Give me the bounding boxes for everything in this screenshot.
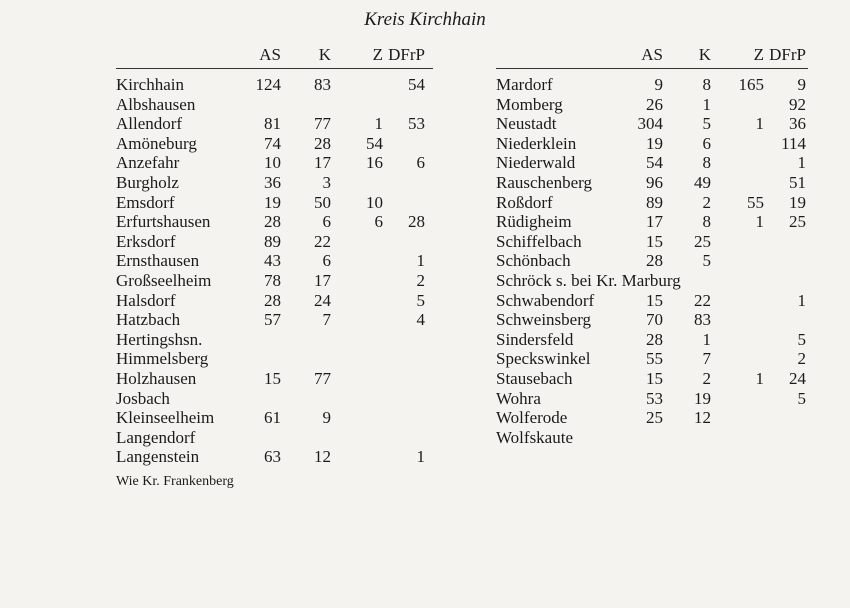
value-dfrp: 9 <box>797 75 806 94</box>
value-dfrp: 54 <box>408 75 425 94</box>
table-row <box>496 251 808 271</box>
value-k: 12 <box>694 408 711 428</box>
value-z: 55 <box>747 192 764 212</box>
value-dfrp: 51 <box>789 172 806 192</box>
value-as: 54 <box>646 153 663 173</box>
place-name: Hatzbach <box>116 310 181 330</box>
value-as: 9 <box>654 75 663 94</box>
value-dfrp: 1 <box>416 251 425 271</box>
place-name: Kirchhain <box>116 75 184 94</box>
table-row <box>496 389 808 409</box>
value-as: 304 <box>637 114 663 134</box>
value-dfrp: 19 <box>789 192 806 212</box>
place-name: Schwabendorf <box>496 290 595 310</box>
value-k: 12 <box>314 447 331 467</box>
value-dfrp: 53 <box>408 114 425 134</box>
place-name: Josbach <box>116 388 170 408</box>
value-k: 22 <box>694 290 711 310</box>
place-name: Allendorf <box>116 114 183 134</box>
value-dfrp: 2 <box>416 270 425 290</box>
table-row <box>116 95 433 115</box>
place-name: Stausebach <box>496 368 573 388</box>
place-name: Großseelheim <box>116 270 212 290</box>
value-z: 1 <box>374 114 383 134</box>
value-z: 165 <box>738 75 764 94</box>
place-name: Schiffelbach <box>496 231 582 251</box>
place-name: Kleinseelheim <box>116 408 215 428</box>
table-row <box>496 173 808 193</box>
value-dfrp: 25 <box>789 212 806 232</box>
value-z: 6 <box>374 212 383 232</box>
value-dfrp: 24 <box>789 368 806 388</box>
place-name: Halsdorf <box>116 290 176 310</box>
table-row <box>116 75 433 95</box>
header-z: Z <box>372 45 383 64</box>
place-name: Momberg <box>496 94 563 114</box>
value-k: 49 <box>694 172 711 192</box>
place-name: Albshausen <box>116 94 196 114</box>
value-dfrp: 5 <box>797 388 806 408</box>
value-k: 25 <box>694 231 711 251</box>
table-row <box>116 251 433 271</box>
value-k: 22 <box>314 231 331 251</box>
value-as: 15 <box>264 368 281 388</box>
value-as: 26 <box>646 94 663 114</box>
value-k: 50 <box>314 192 331 212</box>
value-as: 28 <box>264 212 281 232</box>
value-as: 10 <box>264 153 281 173</box>
value-dfrp: 36 <box>789 114 806 134</box>
header-k: K <box>318 45 331 64</box>
place-name: Wolfskaute <box>496 427 573 447</box>
value-as: 28 <box>264 290 281 310</box>
table-row <box>116 428 433 448</box>
place-name: Wohra <box>496 388 541 408</box>
value-as: 28 <box>646 251 663 271</box>
value-dfrp: 6 <box>416 153 425 173</box>
table-row <box>496 232 808 252</box>
table-row <box>116 193 433 213</box>
place-name: Rauschenberg <box>496 172 592 192</box>
right-table <box>496 40 808 447</box>
left-table-header <box>116 40 433 68</box>
value-as: 15 <box>646 231 663 251</box>
header-rule <box>496 68 808 69</box>
value-dfrp: 2 <box>797 349 806 369</box>
place-name: Niederwald <box>496 153 576 173</box>
table-row <box>116 232 433 252</box>
table-row <box>496 153 808 173</box>
value-k: 77 <box>314 368 331 388</box>
table-row <box>116 330 433 350</box>
value-as: 43 <box>264 251 281 271</box>
value-k: 17 <box>314 270 331 290</box>
place-name: Erfurtshausen <box>116 212 211 232</box>
header-dfrp: DFrP <box>388 45 425 64</box>
value-k: 24 <box>314 290 331 310</box>
table-row <box>116 114 433 134</box>
value-z: 10 <box>366 192 383 212</box>
value-as: 55 <box>646 349 663 369</box>
value-k: 5 <box>702 251 711 271</box>
table-row <box>116 310 433 330</box>
value-k: 19 <box>694 388 711 408</box>
value-dfrp: 114 <box>781 133 806 153</box>
value-k: 77 <box>314 114 331 134</box>
value-k: 6 <box>322 251 331 271</box>
value-k: 5 <box>702 114 711 134</box>
value-z: 1 <box>755 114 764 134</box>
place-name: Neustadt <box>496 114 557 134</box>
table-row <box>116 369 433 389</box>
place-name: Mardorf <box>496 75 553 94</box>
table-row <box>116 447 433 467</box>
value-dfrp: 1 <box>416 447 425 467</box>
value-as: 96 <box>646 172 663 192</box>
value-z: 1 <box>755 212 764 232</box>
place-name: Speckswinkel <box>496 349 591 369</box>
value-k: 17 <box>314 153 331 173</box>
value-as: 61 <box>264 408 281 428</box>
value-dfrp: 28 <box>408 212 425 232</box>
place-name: Anzefahr <box>116 153 180 173</box>
place-name: Ernsthausen <box>116 251 200 271</box>
table-row <box>496 330 808 350</box>
table-row <box>496 134 808 154</box>
value-as: 53 <box>646 388 663 408</box>
footnote: Wie Kr. Frankenberg <box>116 474 234 489</box>
value-k: 6 <box>702 133 711 153</box>
value-k: 1 <box>702 329 711 349</box>
table-row <box>496 212 808 232</box>
header-z: Z <box>753 45 764 64</box>
value-as: 28 <box>646 329 663 349</box>
value-as: 19 <box>264 192 281 212</box>
value-k: 8 <box>702 153 711 173</box>
place-name: Roßdorf <box>496 192 553 212</box>
value-k: 2 <box>702 368 711 388</box>
table-row <box>496 428 808 448</box>
table-row <box>116 212 433 232</box>
value-as: 89 <box>264 231 281 251</box>
table-row <box>496 291 808 311</box>
place-name: Rüdigheim <box>496 212 572 232</box>
value-dfrp: 4 <box>416 310 425 330</box>
table-row <box>496 349 808 369</box>
left-table <box>116 40 433 467</box>
table-row <box>496 369 808 389</box>
value-k: 9 <box>322 408 331 428</box>
page-title: Kreis Kirchhain <box>364 9 486 30</box>
value-as: 63 <box>264 447 281 467</box>
table-row <box>116 134 433 154</box>
table-row <box>116 153 433 173</box>
right-table-header <box>496 40 808 68</box>
place-name: Himmelsberg <box>116 349 209 369</box>
value-dfrp: 1 <box>797 153 806 173</box>
value-as: 89 <box>646 192 663 212</box>
value-k: 6 <box>322 212 331 232</box>
value-k: 7 <box>702 349 711 369</box>
place-name: Schweinsberg <box>496 310 592 330</box>
table-row <box>116 389 433 409</box>
value-as: 15 <box>646 290 663 310</box>
table-row <box>116 349 433 369</box>
value-k: 83 <box>314 75 331 94</box>
value-z: 16 <box>366 153 383 173</box>
place-name: Langendorf <box>116 427 196 447</box>
value-as: 36 <box>264 172 281 192</box>
table-row <box>116 271 433 291</box>
table-row <box>116 408 433 428</box>
right-table-body <box>496 75 808 447</box>
value-dfrp: 5 <box>416 290 425 310</box>
header-k: K <box>698 45 711 64</box>
value-as: 70 <box>646 310 663 330</box>
header-rule <box>116 68 433 69</box>
place-name: Amöneburg <box>116 133 197 153</box>
value-k: 8 <box>702 212 711 232</box>
value-as: 74 <box>264 133 281 153</box>
value-k: 28 <box>314 133 331 153</box>
value-dfrp: 92 <box>789 94 806 114</box>
place-name: Langenstein <box>116 447 200 467</box>
place-name: Emsdorf <box>116 192 175 212</box>
value-k: 1 <box>702 94 711 114</box>
value-z: 1 <box>755 368 764 388</box>
header-as: AS <box>259 45 281 64</box>
table-row <box>496 193 808 213</box>
place-name: Burgholz <box>116 172 179 192</box>
place-name: Wolferode <box>496 408 568 428</box>
value-z: 54 <box>366 133 383 153</box>
value-as: 78 <box>264 270 281 290</box>
value-as: 81 <box>264 114 281 134</box>
value-k: 3 <box>322 172 331 192</box>
value-as: 25 <box>646 408 663 428</box>
table-row <box>116 291 433 311</box>
table-row <box>496 75 808 95</box>
value-as: 19 <box>646 133 663 153</box>
place-name: Schröck s. bei Kr. Marburg <box>496 270 681 290</box>
table-row <box>496 310 808 330</box>
table-row <box>496 114 808 134</box>
table-row <box>116 173 433 193</box>
value-as: 124 <box>255 75 281 94</box>
table-row <box>496 408 808 428</box>
value-dfrp: 1 <box>797 290 806 310</box>
place-name: Holzhausen <box>116 368 197 388</box>
value-k: 2 <box>702 192 711 212</box>
table-row <box>496 95 808 115</box>
header-as: AS <box>641 45 663 64</box>
value-k: 83 <box>694 310 711 330</box>
value-as: 15 <box>646 368 663 388</box>
place-name: Hertingshsn. <box>116 329 203 349</box>
value-as: 17 <box>646 212 663 232</box>
header-dfrp: DFrP <box>769 45 806 64</box>
table-row <box>496 271 808 291</box>
value-dfrp: 5 <box>797 329 806 349</box>
place-name: Sindersfeld <box>496 329 574 349</box>
place-name: Schönbach <box>496 251 571 271</box>
value-k: 8 <box>702 75 711 94</box>
left-table-body <box>116 75 433 467</box>
place-name: Erksdorf <box>116 231 176 251</box>
value-as: 57 <box>264 310 281 330</box>
place-name: Niederklein <box>496 133 577 153</box>
value-k: 7 <box>322 310 331 330</box>
